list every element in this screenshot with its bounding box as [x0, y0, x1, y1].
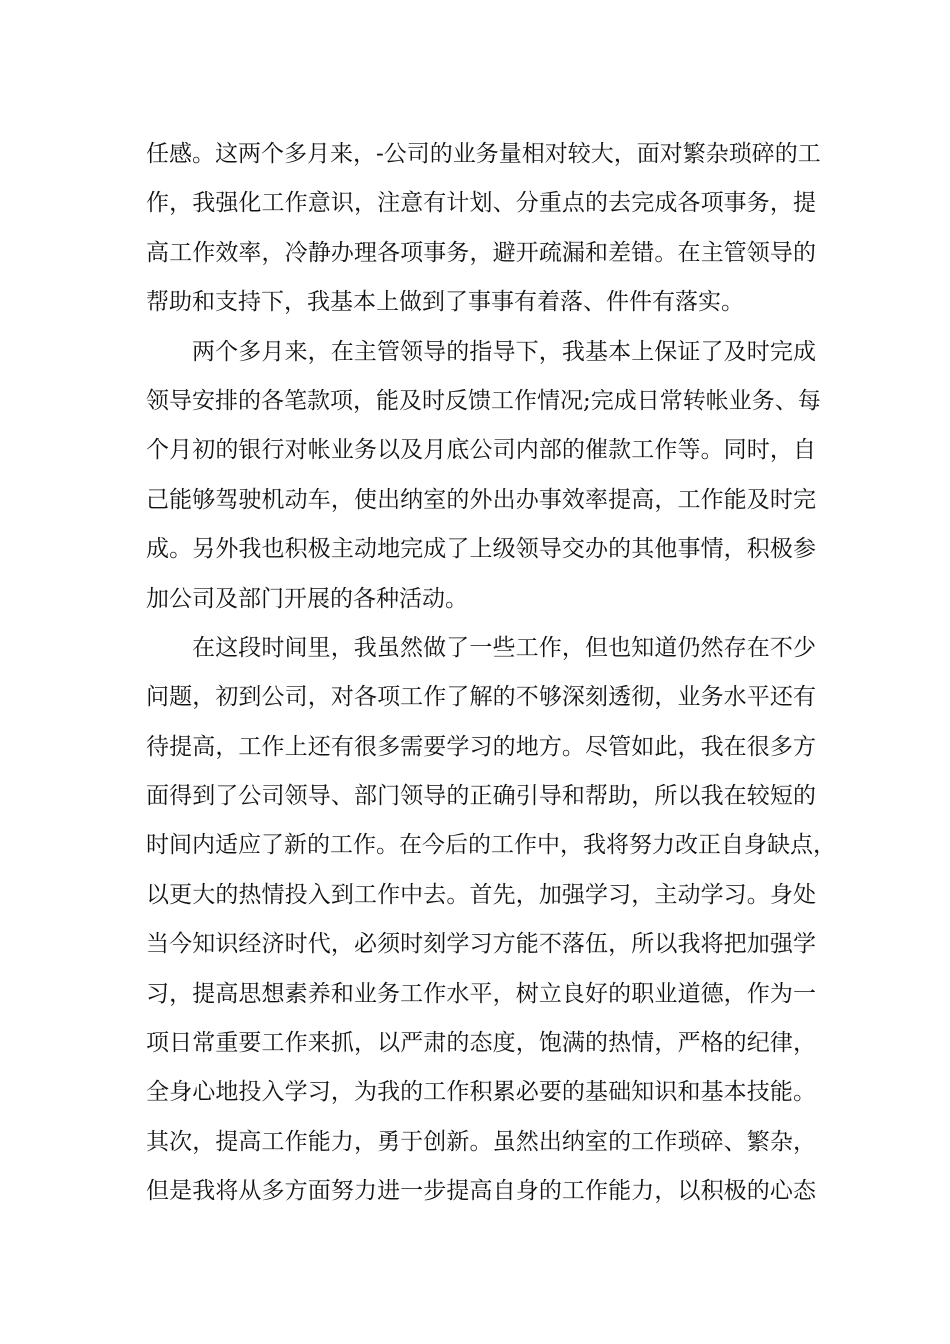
- text-line: 在这段时间里，我虽然做了一些工作，但也知道仍然存在不少: [192, 634, 816, 661]
- text-line: 加公司及部门开展的各种活动。: [146, 585, 468, 612]
- text-line: 待提高，工作上还有很多需要学习的地方。尽管如此，我在很多方: [146, 733, 816, 760]
- text-line: 其次，提高工作能力，勇于创新。虽然出纳室的工作琐碎、繁杂，: [146, 1128, 816, 1155]
- text-line: 问题，初到公司，对各项工作了解的不够深刻透彻，业务水平还有: [146, 684, 816, 711]
- text-line: 帮助和支持下，我基本上做到了事事有着落、件件有落实。: [146, 289, 744, 316]
- text-line: 习，提高思想素养和业务工作水平，树立良好的职业道德，作为一: [146, 980, 816, 1007]
- text-line: 面得到了公司领导、部门领导的正确引导和帮助，所以我在较短的: [146, 783, 816, 810]
- text-line: 当今知识经济时代，必须时刻学习方能不落伍，所以我将把加强学: [146, 931, 816, 958]
- text-line: 成。另外我也积极主动地完成了上级领导交办的其他事情，积极参: [146, 536, 816, 563]
- text-line: 己能够驾驶机动车，使出纳室的外出办事效率提高，工作能及时完: [146, 486, 816, 513]
- text-line: 项日常重要工作来抓，以严肃的态度，饱满的热情，严格的纪律，: [146, 1030, 816, 1057]
- text-line: 领导安排的各笔款项，能及时反馈工作情况;完成日常转帐业务、每: [146, 387, 821, 414]
- text-line: 但是我将从多方面努力进一步提高自身的工作能力，以积极的心态: [146, 1178, 816, 1205]
- text-line: 个月初的银行对帐业务以及月底公司内部的催款工作等。同时，自: [146, 437, 816, 464]
- text-line: 全身心地投入学习，为我的工作积累必要的基础知识和基本技能。: [146, 1079, 816, 1106]
- text-line: 两个多月来，在主管领导的指导下，我基本上保证了及时完成: [192, 338, 816, 365]
- text-line: 任感。这两个多月来，-公司的业务量相对较大，面对繁杂琐碎的工: [146, 141, 821, 167]
- text-line: 作，我强化工作意识，注意有计划、分重点的去完成各项事务，提: [146, 190, 816, 217]
- text-line: 以更大的热情投入到工作中去。首先，加强学习，主动学习。身处: [146, 881, 816, 908]
- text-line: 高工作效率，冷静办理各项事务，避开疏漏和差错。在主管领导的: [146, 239, 816, 266]
- text-line: 时间内适应了新的工作。在今后的工作中，我将努力改正自身缺点，: [146, 832, 836, 859]
- document-body: [146, 130, 836, 1217]
